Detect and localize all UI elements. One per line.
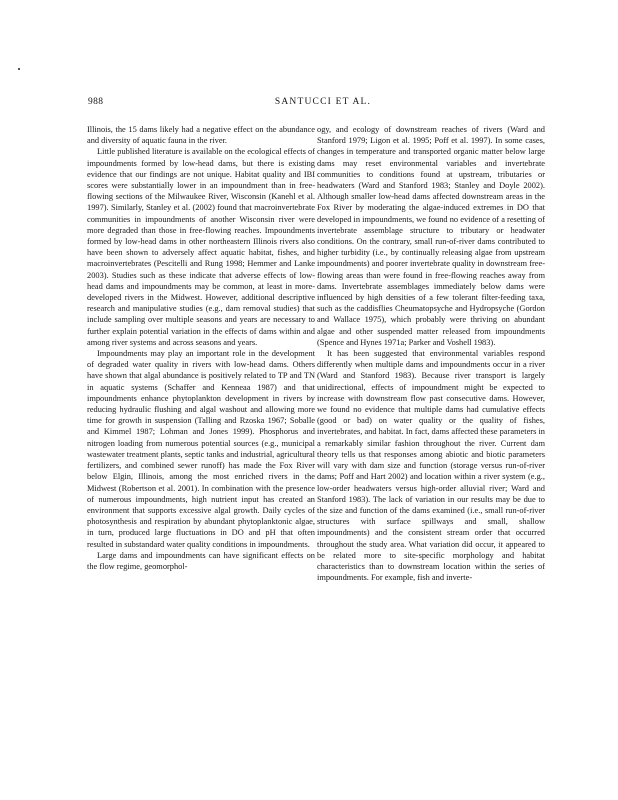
paragraph: Illinois, the 15 dams likely had a negative effect on the abundance and diversity of aquatic fauna in the river. xyxy=(87,125,315,146)
paragraph: Large dams and impoundments can have significant effects on the flow regime, geomorphol- xyxy=(87,550,315,571)
scan-speck xyxy=(18,68,20,70)
paragraph: It has been suggested that environmental variables respond differently when multiple dams and impoundments occur in a river (Ward and Stanford 1983). Because river transport is largely unidirectional, effects of impoundment might be expected to increase with downstream flow past consecutive dams. However, we found no evidence that multiple dams had cumulative effects (good or bad) on water quality or the quality of fishes, invertebrates, and habitat. In fact, dams affected these parameters in a remarkably similar fashion throughout the river. Current dam theory tells us that responses among abiotic and biotic parameters will vary with dam size and function (storage versus run-of-river dams; Poff and Hart 2002) and location within a river system (e.g., low-order headwaters versus high-order alluvial river; Ward and Stanford 1983). The lack of variation in our results may be due to the size and function of the dams examined (i.e., small run-of-river structures with surface spillways and small, shallow impoundments) and the consistent stream order that occurred throughout the study area. What variation did occur, it appeared to be related more to site-specific morphology and habitat characteristics than to downstream location within the series of impoundments. For example, fish and inverte- xyxy=(317,349,545,583)
paragraph: Impoundments may play an important role in the development of degraded water quality in rivers with low-head dams. Others have shown that algal abundance is positively related to TP and TN in aquatic systems (Schaffer and Kenneaa 1987) and that impoundments enhance phytoplankton development in rivers by reducing hydraulic flushing and algal washout and allowing more time for growth in suspension (Talling and Rzoska 1967; Soballe and Kimmel 1987; Lohman and Jones 1999). Phosphorus and nitrogen loading from numerous potential sources (e.g., municipal wastewater treatment plants, septic tanks and industrial, agricultural fertilizers, and combined sewer runoff) has made the Fox River below Elgin, Illinois, among the most enriched rivers in the Midwest (Robertson et al. 2001). In combination with the presence of numerous impoundments, high nutrient input has created an environment that supports excessive algal growth. Daily cycles of photosynthesis and respiration by abundant phytoplanktonic algae, in turn, produced large fluctuations in DO and pH that often resulted in substandard water quality conditions in impoundments. xyxy=(87,349,315,549)
right-column xyxy=(317,124,545,792)
page-number: 988 xyxy=(88,97,104,107)
page-header xyxy=(88,97,558,111)
paragraph: Little published literature is available on the ecological effects of impoundments formed by low-head dams, but there is existing evidence that our findings are not unique. Habitat quality and IBI scores were substantially lower in an impoundment than in free-flowing sections of the Milwaukee River, Wisconsin (Kanehl et al. 1997). Similarly, Stanley et al. (2002) found that macroinvertebrate communities in impoundments of another Wisconsin river were more degraded than those in free-flowing reaches. Impoundments formed by low-head dams in other northeastern Illinois rivers also have been shown to adversely affect aquatic habitat, fishes, and macroinvertebrates (Pescitelli and Rung 1998; Hemmer and Lanke 2003). Studies such as these indicate that adverse effects of low-head dams and impoundments may be common, at least in more-developed rivers in the Midwest. However, additional descriptive research and manipulative studies (e.g., dam removal studies) that include sampling over multiple seasons and years are necessary to further explain potential variation in the effects of dams within and among river systems and across seasons and years. xyxy=(87,147,315,347)
left-column xyxy=(87,124,315,792)
paragraph: ogy, and ecology of downstream reaches of rivers (Ward and Stanford 1979; Ligon et al. 1995; Poff et al. 1997). In some cases, changes in temperature and transported organic matter below large dams may reset environmental variables and invertebrate communities to conditions found at upstream, tributaries or headwaters (Ward and Stanford 1983; Stanley and Doyle 2002). Although smaller low-head dams affected downstream areas in the Fox River by moderating the algae-induced extremes in DO that developed in impoundments, we found no evidence of a resetting of invertebrate assemblage structure to tributary or headwater conditions. On the contrary, small run-of-river dams contributed to higher turbidity (i.e., by continually releasing algae from upstream impoundments) and poorer invertebrate quality in downstream free-flowing areas than were found in free-flowing reaches away from dams. Invertebrate assemblages immediately below dams were influenced by high densities of a few tolerant filter-feeding taxa, such as the caddisflies Cheumatopsyche and Hydropsyche (Gordon and Wallace 1975), which probably were thriving on abundant algae and other suspended matter released from impoundments (Spence and Hynes 1971a; Parker and Voshell 1983). xyxy=(317,125,545,347)
running-title: SANTUCCI ET AL. xyxy=(274,97,372,107)
